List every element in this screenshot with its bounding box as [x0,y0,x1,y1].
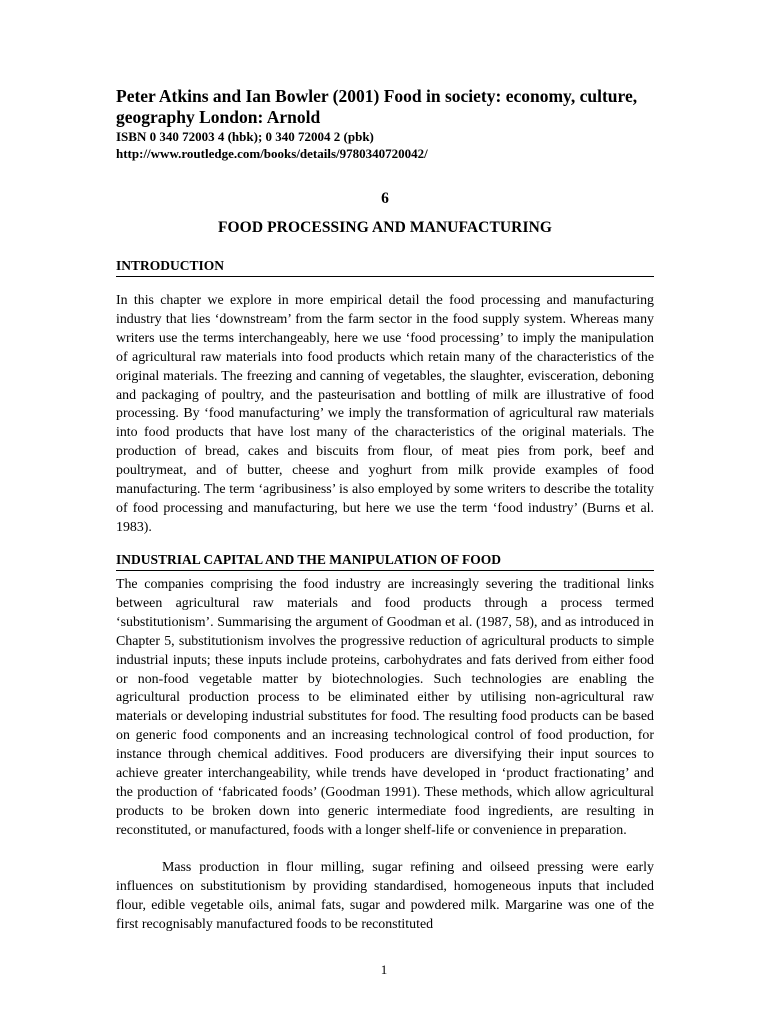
page-number: 1 [380,962,388,977]
industrial-capital-paragraph-2: Mass production in flour milling, sugar refining and oilseed pressing were early influences on substitutionism by providing standardised, homogeneous inputs that included flour, edible vegetable oils, animal fats, sugar and powdered milk. Margarine was one of the first recognisably manufactured foods to be reconstituted [116,860,654,932]
section-heading-industrial-capital: INDUSTRIAL CAPITAL AND THE MANIPULATION OF FOOD [116,552,654,571]
chapter-number: 6 [381,190,389,207]
citation-url[interactable]: http://www.routledge.com/books/details/9780340720042/ [116,146,428,161]
citation-title: Peter Atkins and Ian Bowler (2001) Food in society: economy, culture, geography London: Arnold [116,86,638,127]
document-page [116,86,654,932]
chapter-title: FOOD PROCESSING AND MANUFACTURING [217,219,553,236]
citation-isbn: ISBN 0 340 72003 4 (hbk); 0 340 72004 2 (pbk) [116,129,374,144]
industrial-capital-paragraph-1: The companies comprising the food industry are increasingly severing the traditional links between agricultural raw materials and food products through a process termed ‘substitutionism’. Summarising the argument of Goodman et al. (1987, 58), and as introduced in Chapter 5, substitutionism involves the progressive reduction of agricultural products to simple industrial inputs; these inputs include proteins, carbohydrates and fats derived from either food or non-food vegetable matter by biotechnologies. Such technologies are enabling the agricultural production process to be eliminated either by utilising non-agricultural raw materials or developing industrial substitutes for food. The resulting food products can be based on generic food components and an increasing technological control of food production, for instance through chemical additives. Food producers are diversifying their input sources to achieve greater interchangeability, while trends have developed in ‘product fractionating’ and the production of ‘fabricated foods’ (Goodman 1991). These methods, which allow agricultural products to be broken down into generic intermediate food ingredients, are resulting in reconstituted, or manufactured, foods with a longer shelf-life or convenience in preparation. [116,577,654,838]
citation-block [116,86,654,162]
introduction-paragraph: In this chapter we explore in more empirical detail the food processing and manufacturing industry that lies ‘downstream’ from the farm sector in the food supply system. Whereas many writers use the terms interchangeably, here we use ‘food processing’ to imply the manipulation of agricultural raw materials into food products which retain many of the characteristics of the original materials. The freezing and canning of vegetables, the slaughter, evisceration, deboning and packaging of poultry, and the pasteurisation and bottling of milk are illustrative of food processing. By ‘food manufacturing’ we imply the transformation of agricultural raw materials into food products that have lost many of the characteristics of the original materials. The production of bread, cakes and biscuits from flour, of meat pies from pork, beef and poultrymeat, and of butter, cheese and yoghurt from milk provide examples of food manufacturing. The term ‘agribusiness’ is also employed by some writers to describe the totality of food processing and manufacturing, but here we use the term ‘food industry’ (Burns et al. 1983). [116,293,654,535]
section-heading-introduction: INTRODUCTION [116,258,654,277]
